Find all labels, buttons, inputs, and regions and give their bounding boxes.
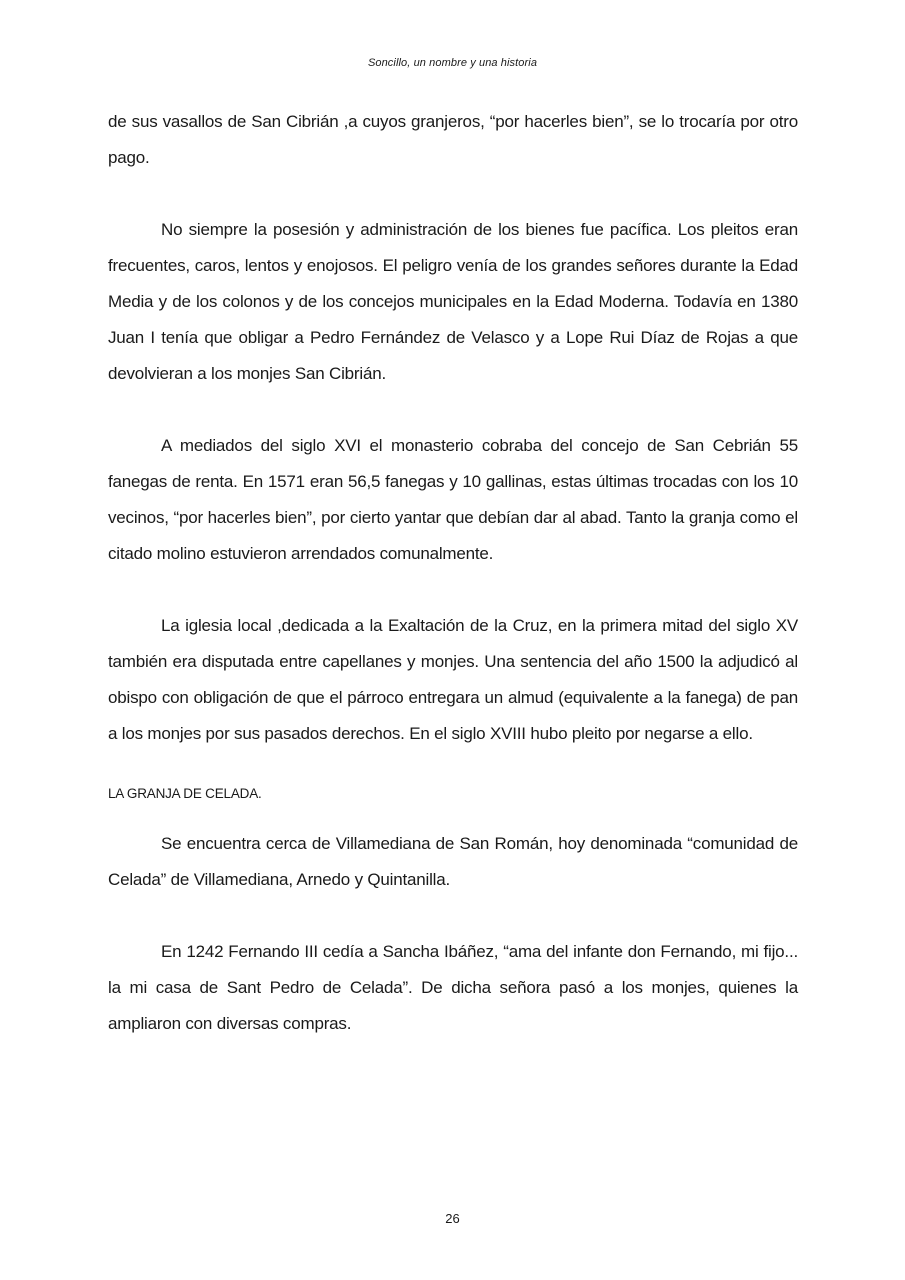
- paragraph-celada-history: En 1242 Fernando III cedía a Sancha Ibáñez, “ama del infante don Fernando, mi fijo... la mi casa de Sant Pedro de Celada”. De dicha señora pasó a los monjes, quienes la ampliaron con diversas compras.: [108, 942, 798, 1033]
- paragraph-continuation: de sus vasallos de San Cibrián ,a cuyos granjeros, “por hacerles bien”, se lo trocaría por otro pago.: [108, 112, 798, 167]
- paragraph-spacer: [108, 812, 798, 826]
- page-body: [108, 104, 798, 1042]
- page-number: 26: [445, 1211, 460, 1226]
- paragraph-spacer: [108, 176, 798, 212]
- paragraph-local-church: La iglesia local ,dedicada a la Exaltación de la Cruz, en la primera mitad del siglo XV también era disputada entre capellanes y monjes. Una sentencia del año 1500 la adjudicó al obispo con obligación de que el párroco entregara un almud (equivalente a la fanega) de pan a los monjes por sus pasados derechos. En el siglo XVIII hubo pleito por negarse a ello.: [108, 616, 798, 743]
- paragraph-spacer: [108, 572, 798, 608]
- paragraph-lawsuits: No siempre la posesión y administración de los bienes fue pacífica. Los pleitos eran frecuentes, caros, lentos y enojosos. El peligro venía de los grandes señores durante la Edad Media y de los colonos y de los concejos municipales en la Edad Moderna. Todavía en 1380 Juan I tenía que obligar a Pedro Fernández de Velasco y a Lope Rui Díaz de Rojas a que devolvieran a los monjes San Cibrián.: [108, 220, 798, 383]
- paragraph-rents: A mediados del siglo XVI el monasterio cobraba del concejo de San Cebrián 55 fanegas de renta. En 1571 eran 56,5 fanegas y 10 gallinas, estas últimas trocadas con los 10 vecinos, “por hacerles bien”, por cierto yantar que debían dar al abad. Tanto la granja como el citado molino estuvieron arrendados comunalmente.: [108, 436, 798, 563]
- paragraph-spacer: [108, 898, 798, 934]
- paragraph-spacer: [108, 392, 798, 428]
- paragraph-spacer: [108, 752, 798, 776]
- running-header: Soncillo, un nombre y una historia: [367, 57, 538, 69]
- section-heading: LA GRANJA DE CELADA.: [108, 786, 262, 801]
- paragraph-celada-location: Se encuentra cerca de Villamediana de San Román, hoy denominada “comunidad de Celada” de Villamediana, Arnedo y Quintanilla.: [108, 834, 798, 889]
